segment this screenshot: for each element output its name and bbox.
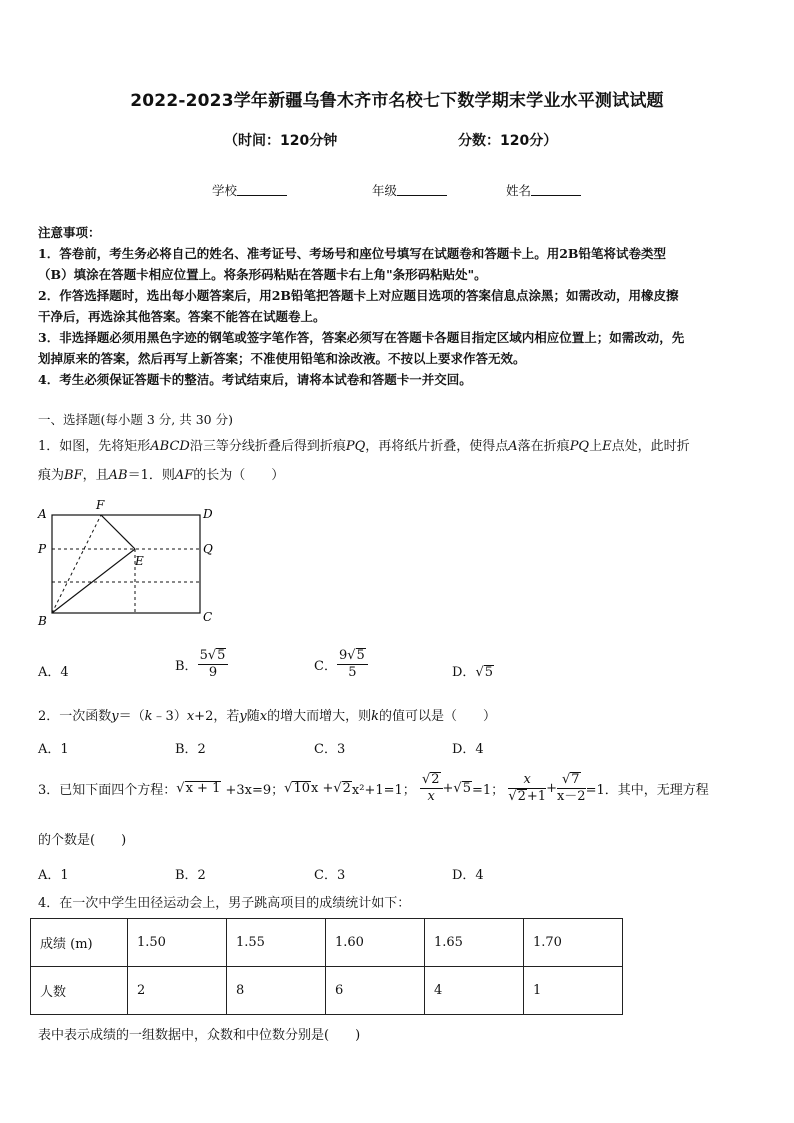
grades-table xyxy=(30,918,623,1015)
segment-fe xyxy=(101,515,135,549)
notice-line: 干净后，再选涂其他答案。答案不能答在试题卷上。 xyxy=(38,309,326,324)
segment-be xyxy=(52,549,135,613)
notice-line: 4．考生必须保证答题卡的整洁。考试结束后，请将本试卷和答题卡一并交回。 xyxy=(38,372,472,387)
label-d: D xyxy=(203,507,213,521)
q1-figure xyxy=(30,495,230,630)
notice-line: 划掉原来的答案，然后再写上新答案；不准使用铅笔和涂改液。不按以上要求作答无效。 xyxy=(38,351,526,366)
table-cell: 1.70 xyxy=(524,919,623,967)
crease-bf xyxy=(52,515,101,613)
school-field[interactable] xyxy=(212,181,287,199)
q2-option-d[interactable]: D．4 xyxy=(452,742,484,757)
q4-followup: 表中表示成绩的一组数据中，众数和中位数分别是( ) xyxy=(38,1028,361,1043)
label-c: C xyxy=(203,610,213,624)
name-field[interactable] xyxy=(506,181,581,199)
rectangle-abcd xyxy=(52,515,200,613)
exam-time: （时间：120分钟 xyxy=(224,133,338,149)
q1-option-c[interactable]: C． $\frac{9√5}{5}$ xyxy=(314,648,368,681)
q1-option-d[interactable]: D．√5 xyxy=(452,665,494,680)
table-cell: 人数 xyxy=(31,967,128,1015)
table-cell: 1.60 xyxy=(326,919,425,967)
q3-option-b[interactable]: B．2 xyxy=(175,868,206,883)
q2-option-b[interactable]: B．2 xyxy=(175,742,206,757)
q3-option-c[interactable]: C．3 xyxy=(314,868,346,883)
notice-line: 2．作答选择题时，选出每小题答案后，用2B铅笔把答题卡上对应题目选项的答案信息点涂黑；如需改动，用橡皮擦 xyxy=(38,288,679,303)
question-1 xyxy=(38,436,760,487)
q3-line2: 的个数是( ) xyxy=(38,833,127,848)
grade-blank[interactable] xyxy=(397,183,447,196)
page-title: 2022-2023学年新疆乌鲁木齐市名校七下数学期末学业水平测试试题 xyxy=(130,91,664,111)
question-2: 2．一次函数y＝（k﹣3）x+2，若y随x的增大而增大，则k的值可以是（ ） xyxy=(38,709,496,724)
q1-option-a[interactable]: A．4 xyxy=(38,665,69,680)
table-cell: 1 xyxy=(524,967,623,1015)
name-label: 姓名 xyxy=(506,183,532,198)
label-e: E xyxy=(135,554,144,568)
question-3: 3．已知下面四个方程：√x + 1 +3x=9；√10x +√2x²+1=1； $\frac{√2}{x}$ +√5=1； $\frac{x}{√2+1}$ + $\frac{√7}{x-2}$ =1．其中，无理方程 xyxy=(38,772,709,804)
q1-line2: 痕为BF，且AB＝1．则AF的长为（ ） xyxy=(38,468,285,483)
q1-option-b[interactable]: B． $\frac{5√5}{9}$ xyxy=(175,648,228,681)
q2-option-c[interactable]: C．3 xyxy=(314,742,346,757)
table-cell: 8 xyxy=(227,967,326,1015)
grade-label: 年级 xyxy=(372,183,398,198)
q3-option-d[interactable]: D．4 xyxy=(452,868,484,883)
label-q: Q xyxy=(203,542,213,556)
notice-line: 1．答卷前，考生务必将自己的姓名、准考证号、考场号和座位号填写在试题卷和答题卡上。用2B铅笔将试卷类型 xyxy=(38,246,666,261)
table-cell: 1.50 xyxy=(128,919,227,967)
notice-heading: 注意事项： xyxy=(38,225,101,240)
table-row xyxy=(31,967,623,1015)
school-label: 学校 xyxy=(212,183,238,198)
notice-line: 3．非选择题必须用黑色字迹的钢笔或签字笔作答，答案必须写在答题卡各题目指定区域内相应位置上；如需改动，先 xyxy=(38,330,685,345)
label-p: P xyxy=(38,542,47,556)
q1-line1: 1．如图，先将矩形ABCD沿三等分线折叠后得到折痕PQ，再将纸片折叠，使得点A落在折痕PQ上E点处，此时折 xyxy=(38,439,690,454)
notice-line: （B）填涂在答题卡相应位置上。将条形码粘贴在答题卡右上角"条形码粘贴处"。 xyxy=(38,267,487,282)
notice-block xyxy=(38,243,760,390)
name-blank[interactable] xyxy=(531,183,581,196)
table-cell: 成绩 (m) xyxy=(31,919,128,967)
table-cell: 4 xyxy=(425,967,524,1015)
q2-option-a[interactable]: A．1 xyxy=(38,742,69,757)
table-cell: 1.55 xyxy=(227,919,326,967)
table-cell: 2 xyxy=(128,967,227,1015)
q3-option-a[interactable]: A．1 xyxy=(38,868,69,883)
label-f: F xyxy=(96,498,105,512)
label-a: A xyxy=(38,507,47,521)
table-row xyxy=(31,919,623,967)
table-cell: 1.65 xyxy=(425,919,524,967)
school-blank[interactable] xyxy=(237,183,287,196)
grade-field[interactable] xyxy=(372,181,447,199)
table-cell: 6 xyxy=(326,967,425,1015)
label-b: B xyxy=(38,614,47,628)
exam-score: 分数：120分） xyxy=(458,133,558,149)
question-4: 4．在一次中学生田径运动会上，男子跳高项目的成绩统计如下： xyxy=(38,896,411,911)
section-heading: 一、选择题(每小题 3 分, 共 30 分) xyxy=(38,412,233,427)
